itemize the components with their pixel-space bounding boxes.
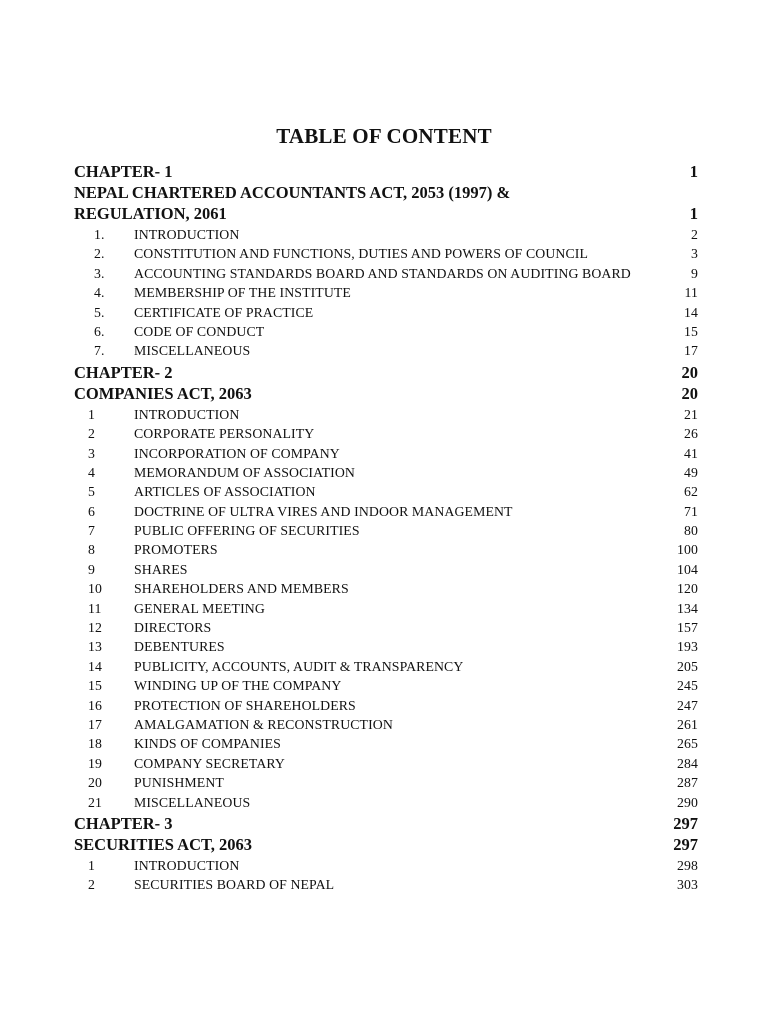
entry-label: CERTIFICATE OF PRACTICE (134, 304, 314, 320)
entry-page: 2 (691, 227, 698, 242)
entry-label: DEBENTURES (134, 639, 225, 655)
chapter-page: 1 (689, 162, 698, 181)
toc-entry[interactable] (74, 856, 698, 875)
section-list (74, 856, 698, 895)
act-title-line-1[interactable] (74, 183, 698, 204)
entry-label: PUNISHMENT (134, 775, 224, 791)
chapter-title: CHAPTER- 2 (74, 362, 173, 382)
toc-entry[interactable] (74, 303, 698, 322)
toc-entry[interactable] (74, 244, 698, 263)
entry-page: 298 (677, 857, 698, 873)
entry-label: INTRODUCTION (134, 406, 240, 422)
act-page: 20 (681, 383, 698, 403)
chapter-title: CHAPTER- 3 (74, 813, 173, 833)
entry-label: WINDING UP OF THE COMPANY (134, 678, 342, 694)
entry-page: 157 (677, 620, 698, 636)
toc-entry[interactable] (74, 773, 698, 792)
entry-label: KINDS OF COMPANIES (134, 736, 281, 752)
entry-page: 71 (684, 503, 698, 519)
act-title-text: REGULATION, 2061 (74, 204, 227, 223)
toc-entry[interactable] (74, 875, 698, 894)
entry-page: 11 (684, 285, 698, 301)
toc-entry[interactable] (74, 322, 698, 341)
entry-number: 16 (88, 697, 102, 713)
toc-entry[interactable] (74, 225, 698, 244)
entry-label: INTRODUCTION (134, 857, 240, 873)
chapter-title: CHAPTER- 1 (74, 162, 173, 181)
act-title-line-2[interactable] (74, 204, 698, 225)
entry-page: 41 (684, 445, 698, 461)
entry-number: 5 (88, 484, 95, 500)
entry-label: DIRECTORS (134, 620, 212, 636)
entry-label: ARTICLES OF ASSOCIATION (134, 484, 316, 500)
entry-number: 6. (94, 323, 105, 339)
entry-page: 3 (691, 246, 698, 262)
entry-number: 1. (94, 227, 105, 242)
entry-label: DOCTRINE OF ULTRA VIRES AND INDOOR MANAGEMENT (134, 503, 513, 519)
toc-entry[interactable] (74, 676, 698, 695)
act-title[interactable] (74, 384, 698, 405)
entry-number: 9 (88, 561, 95, 577)
entry-page: 80 (684, 523, 698, 539)
entry-number: 10 (88, 581, 102, 597)
toc-entry[interactable] (74, 521, 698, 540)
entry-page: 261 (677, 716, 698, 732)
entry-label: PROMOTERS (134, 542, 218, 558)
entry-number: 15 (88, 678, 102, 694)
entry-page: 9 (691, 265, 698, 281)
entry-page: 21 (684, 406, 698, 422)
entry-page: 49 (684, 464, 698, 480)
entry-page: 14 (684, 304, 698, 320)
entry-page: 303 (677, 877, 698, 893)
entry-number: 13 (88, 639, 102, 655)
entry-page: 100 (677, 542, 698, 558)
entry-number: 19 (88, 755, 102, 771)
act-title[interactable] (74, 835, 698, 856)
toc-entry[interactable] (74, 793, 698, 812)
entry-page: 247 (677, 697, 698, 713)
entry-number: 12 (88, 620, 102, 636)
entry-label: PROTECTION OF SHAREHOLDERS (134, 697, 356, 713)
toc-entry[interactable] (74, 754, 698, 773)
entry-label: GENERAL MEETING (134, 600, 265, 616)
chapter-heading[interactable] (74, 162, 698, 183)
entry-page: 17 (684, 343, 698, 359)
entry-number: 4 (88, 464, 95, 480)
entry-label: INTRODUCTION (134, 227, 240, 242)
entry-page: 245 (677, 678, 698, 694)
section-list (74, 405, 698, 812)
chapter-page: 20 (681, 362, 698, 382)
entry-number: 11 (88, 600, 102, 616)
toc-entry[interactable] (74, 405, 698, 424)
toc-entry[interactable] (74, 444, 698, 463)
toc-entry[interactable] (74, 264, 698, 283)
entry-number: 3 (88, 445, 95, 461)
entry-number: 8 (88, 542, 95, 558)
toc-entry[interactable] (74, 482, 698, 501)
entry-label: CORPORATE PERSONALITY (134, 426, 315, 442)
toc-entry[interactable] (74, 715, 698, 734)
toc-entry[interactable] (74, 657, 698, 676)
act-page: 297 (673, 834, 698, 854)
entry-number: 2 (88, 426, 95, 442)
section-list (74, 225, 698, 361)
page-title: TABLE OF CONTENT (276, 124, 492, 148)
act-title-text: NEPAL CHARTERED ACCOUNTANTS ACT, 2053 (1997) & (74, 183, 511, 202)
entry-number: 3. (94, 265, 105, 281)
entry-number: 21 (88, 794, 102, 810)
toc-entry[interactable] (74, 637, 698, 656)
act-page: 1 (689, 204, 698, 223)
entry-number: 7 (88, 523, 95, 539)
entry-page: 104 (677, 561, 698, 577)
entry-label: AMALGAMATION & RECONSTRUCTION (134, 716, 393, 732)
entry-label: CODE OF CONDUCT (134, 323, 265, 339)
act-title-text: SECURITIES ACT, 2063 (74, 834, 253, 854)
act-title-text: COMPANIES ACT, 2063 (74, 383, 252, 403)
entry-label: MEMORANDUM OF ASSOCIATION (134, 464, 355, 480)
entry-number: 7. (94, 343, 105, 359)
entry-label: SECURITIES BOARD OF NEPAL (134, 877, 335, 893)
entry-number: 2 (88, 877, 95, 893)
toc-entry[interactable] (74, 540, 698, 559)
entry-label: MISCELLANEOUS (134, 343, 251, 359)
entry-label: SHARES (134, 561, 188, 577)
entry-label: SHAREHOLDERS AND MEMBERS (134, 581, 349, 597)
entry-page: 15 (684, 323, 698, 339)
entry-number: 17 (88, 716, 102, 732)
entry-number: 1 (88, 406, 95, 422)
toc-entry[interactable] (74, 560, 698, 579)
toc-entry[interactable] (74, 502, 698, 521)
entry-page: 205 (677, 658, 698, 674)
chapter-heading[interactable] (74, 814, 698, 835)
chapter-heading[interactable] (74, 363, 698, 384)
entry-number: 4. (94, 285, 105, 301)
entry-number: 6 (88, 503, 95, 519)
toc-entry[interactable] (74, 283, 698, 302)
toc-entry[interactable] (74, 341, 698, 360)
chapter-page: 297 (673, 813, 698, 833)
toc-entry[interactable] (74, 424, 698, 443)
entry-label: MEMBERSHIP OF THE INSTITUTE (134, 285, 351, 301)
entry-page: 287 (677, 775, 698, 791)
entry-page: 290 (677, 794, 698, 810)
entry-page: 120 (677, 581, 698, 597)
entry-label: INCORPORATION OF COMPANY (134, 445, 340, 461)
entry-number: 20 (88, 775, 102, 791)
toc-entry[interactable] (74, 463, 698, 482)
toc-entry[interactable] (74, 618, 698, 637)
entry-page: 62 (684, 484, 698, 500)
table-of-contents (74, 162, 698, 895)
entry-label: PUBLICITY, ACCOUNTS, AUDIT & TRANSPARENCY (134, 658, 464, 674)
entry-number: 5. (94, 304, 105, 320)
entry-page: 193 (677, 639, 698, 655)
entry-label: CONSTITUTION AND FUNCTIONS, DUTIES AND POWERS OF COUNCIL (134, 246, 589, 262)
toc-entry[interactable] (74, 579, 698, 598)
toc-entry[interactable] (74, 734, 698, 753)
entry-number: 2. (94, 246, 105, 262)
entry-label: PUBLIC OFFERING OF SECURITIES (134, 523, 360, 539)
entry-label: COMPANY SECRETARY (134, 755, 285, 771)
entry-number: 18 (88, 736, 102, 752)
toc-entry[interactable] (74, 599, 698, 618)
entry-page: 26 (684, 426, 698, 442)
entry-page: 265 (677, 736, 698, 752)
entry-number: 14 (88, 658, 102, 674)
entry-label: ACCOUNTING STANDARDS BOARD AND STANDARDS ON AUDITING BOARD (134, 265, 631, 281)
toc-entry[interactable] (74, 696, 698, 715)
entry-number: 1 (88, 857, 95, 873)
entry-page: 284 (677, 755, 698, 771)
entry-label: MISCELLANEOUS (134, 794, 251, 810)
entry-page: 134 (677, 600, 698, 616)
